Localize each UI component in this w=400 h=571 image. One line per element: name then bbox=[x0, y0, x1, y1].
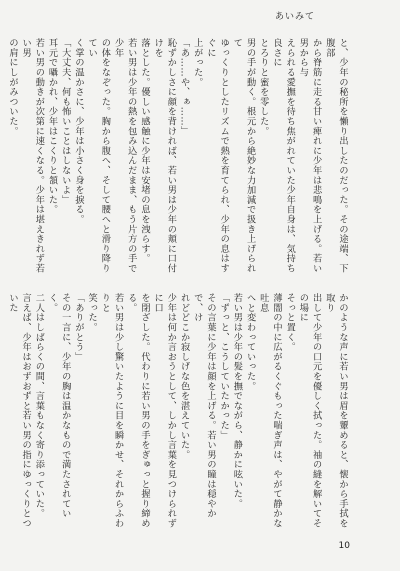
text-line: 落とした。優しい感触に少年は安堵の息を洩らす。 bbox=[138, 38, 150, 264]
text-line: 出して少年の口元を優しく拭った。袖の縫を解いてその場に bbox=[297, 293, 322, 529]
text-line: を閉ざした。代わりに若い男の手をぎゅっと握り締める。 bbox=[125, 293, 150, 529]
lower-text-block bbox=[6, 293, 349, 531]
text-line: から脊筋に走る甘い痺れに少年は悲鳴を上げる。若い男から与 bbox=[297, 38, 322, 274]
text-line: 男の手が動く。根元から絶妙な力加減で扱き上げられて bbox=[231, 38, 256, 274]
text-line: 上がった。 bbox=[191, 38, 203, 87]
text-line: そっと置く。 bbox=[284, 293, 296, 352]
text-line: 「大丈夫、何も怖いことはしないよ」 bbox=[59, 38, 71, 205]
text-line: 少年は何か言おうとして、しかし言葉を見つけられずに口 bbox=[152, 293, 177, 529]
text-line: その言葉に少年は顔を上げる。若い男の瞳は穏やかで、け bbox=[191, 293, 216, 519]
text-line: 笑った。 bbox=[86, 293, 98, 333]
text-line: の肩にしがみついた。 bbox=[6, 38, 18, 136]
text-line: 若い男は少し驚いたように目を瞬かせ、それからふわりと bbox=[99, 293, 124, 529]
upper-text-block bbox=[6, 38, 349, 275]
text-line: 若い男の動きが次第に速くなる。少年は堪えきれず若い男 bbox=[20, 38, 45, 274]
text-line: 言えば、少年はおずおずと若い男の指にゆっくりとついた bbox=[6, 293, 32, 529]
running-header-title: あいみて bbox=[274, 12, 315, 22]
text-line: 「ずっと、こうしていたかった」 bbox=[218, 293, 230, 440]
text-line: へと変わっていった。 bbox=[244, 293, 256, 391]
text-line: 薄闇の中に広がるくぐもった喘ぎ声は、やがて静かな吐息 bbox=[257, 293, 282, 529]
page-number: 10 bbox=[338, 541, 350, 551]
text-line: かのような声に若い男は眉を顰めると、懐から手拭を取り bbox=[323, 293, 348, 529]
text-line: 「あ……や、ぁ……」 bbox=[178, 38, 190, 136]
text-line: れどどこか寂しげな色を湛えていた。 bbox=[178, 293, 190, 460]
text-line: とろりと蜜を零した。 bbox=[257, 38, 269, 136]
text-line: 若い男は少年の熱を包み込んだまま、もう片方の手で少年 bbox=[112, 38, 137, 274]
text-line: 若い男は少年の髪を撫でながら、静かに呟いた。 bbox=[231, 293, 243, 509]
text-line: その一言に、少年の胸は温かなもので満たされていく。 bbox=[46, 293, 71, 519]
text-line: 「ありがとう」 bbox=[72, 293, 84, 362]
text-line: く掌の温かさに、少年は小さく身を捩る。 bbox=[72, 38, 84, 225]
text-line: 恥ずかしさに顔を背ければ、若い男は少年の頬に口付けを bbox=[152, 38, 177, 274]
text-line: 耳元で囁かれ、少年はこくりと頷いた。 bbox=[46, 38, 58, 215]
text-line: ゆっくりとしたリズムで熱を育てられ、少年の息はすぐに bbox=[204, 38, 230, 274]
text-line: の体をなぞった。胸から腹へ、そして腰へと滑り降りてい bbox=[86, 38, 111, 274]
text-line: と、少年の秘所を懶り出したのだった。その途端、下腹部 bbox=[323, 38, 348, 274]
text-line: えられる愛撫を待ち焦がれていた少年自身は、気持ち良さに bbox=[270, 38, 296, 274]
text-line: 二人はしばらくの間、言葉もなく寄り添っていた。 bbox=[33, 293, 45, 519]
